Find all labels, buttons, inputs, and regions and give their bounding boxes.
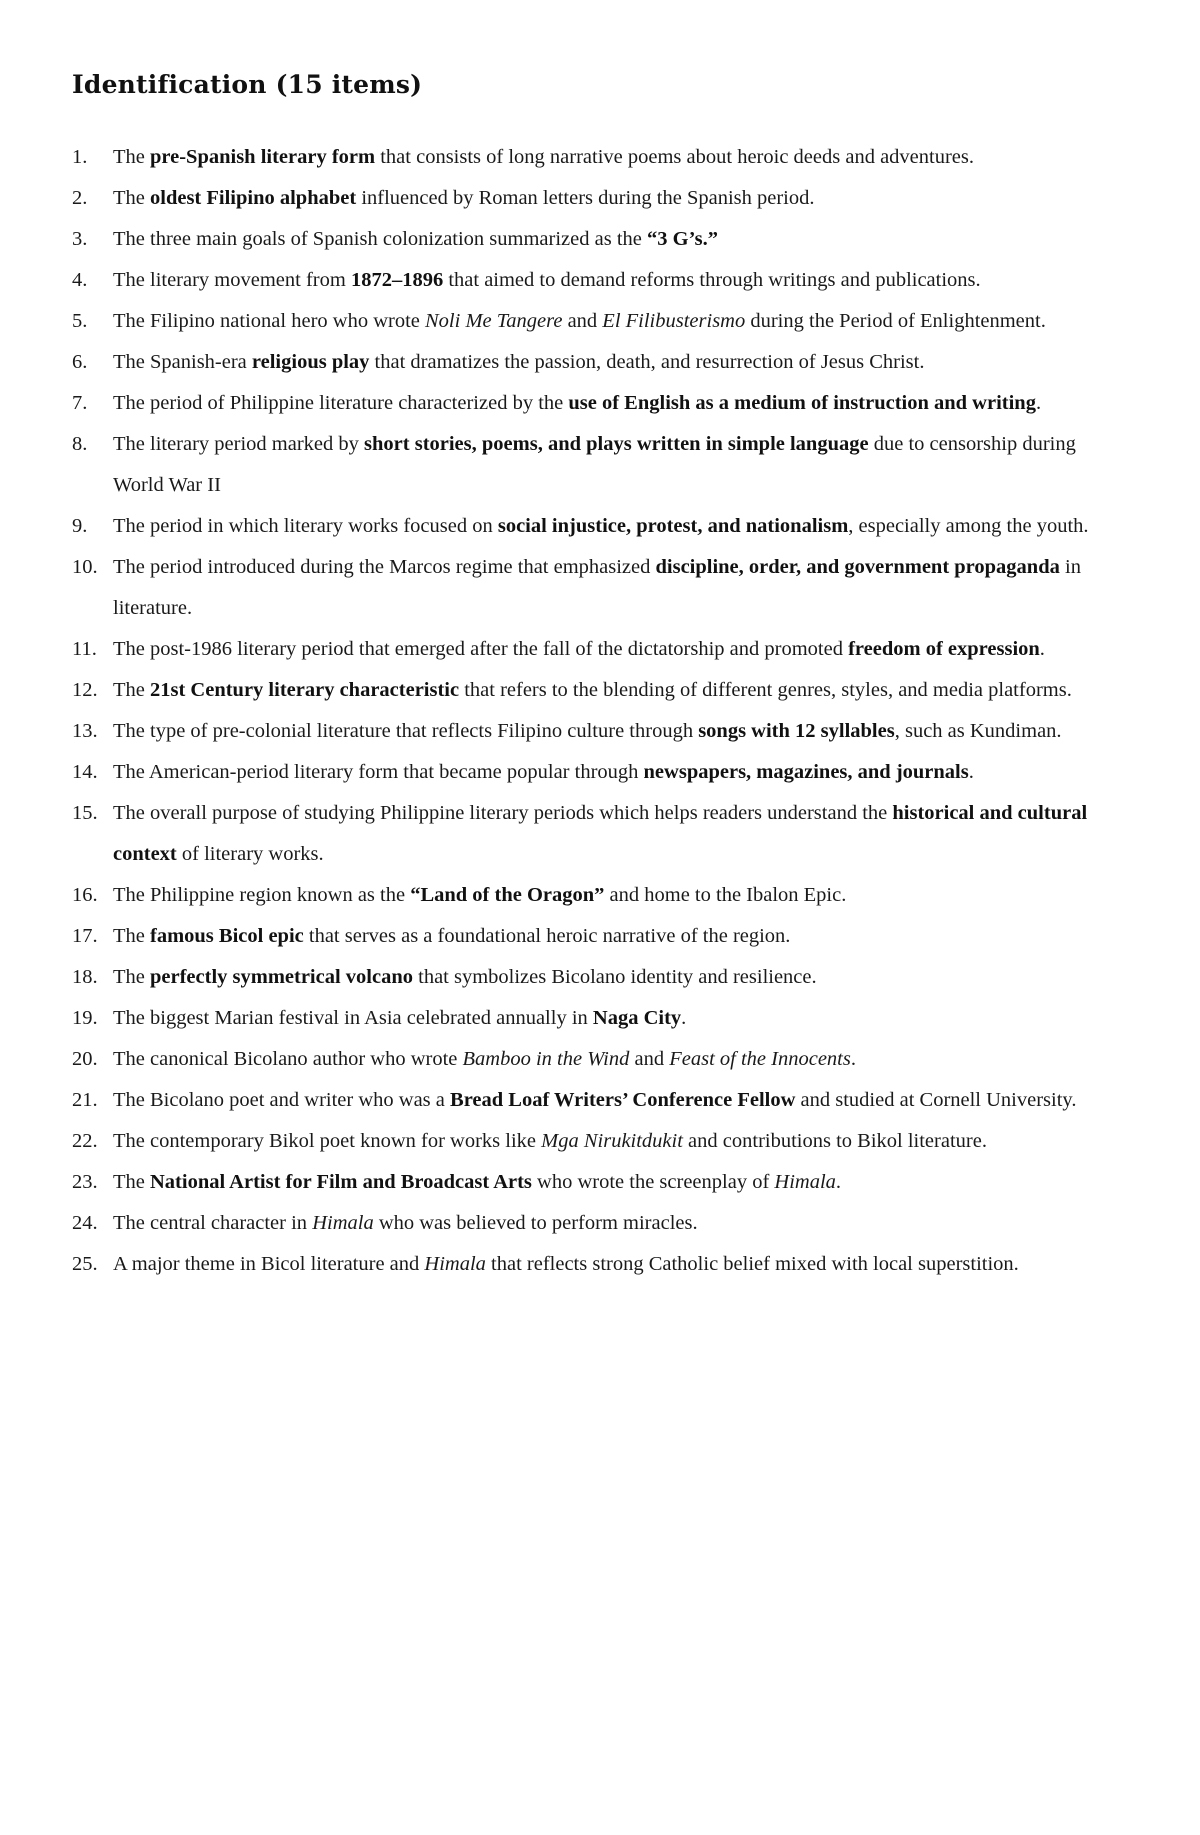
bold-term: 21st Century literary characteristic (150, 679, 460, 701)
item-text: that consists of long narrative poems about heroic deeds and adventures. (375, 146, 974, 168)
list-item (72, 670, 1120, 711)
item-text: . (1035, 392, 1042, 414)
italic-title: Mga Nirukitdukit (541, 1130, 683, 1152)
item-text: The period introduced during the Marcos regime that emphasized (113, 556, 656, 578)
list-item (72, 875, 1120, 916)
item-number: 2. (72, 187, 88, 209)
list-item (72, 383, 1120, 424)
item-text: , such as Kundiman. (894, 720, 1062, 742)
list-item (72, 752, 1120, 793)
item-number: 16. (72, 884, 98, 906)
item-text: . (681, 1007, 687, 1029)
item-text: The Spanish-era (113, 351, 252, 373)
item-number: 14. (72, 761, 98, 783)
item-text: The literary period marked by (113, 433, 365, 455)
item-number: 11. (72, 638, 97, 660)
bold-term: famous Bicol epic (150, 925, 304, 947)
bold-term: Naga City (592, 1007, 682, 1029)
item-text: of literary works. (176, 843, 324, 865)
item-text: The literary movement from (113, 269, 351, 291)
item-text: The (113, 925, 150, 947)
item-text: that symbolizes Bicolano identity and resilience. (413, 966, 817, 988)
item-text: The Filipino national hero who wrote (113, 310, 425, 332)
item-text: . (850, 1048, 856, 1070)
list-item (72, 1203, 1120, 1244)
item-number: 10. (72, 556, 98, 578)
item-text: A major theme in Bicol literature and (113, 1253, 425, 1275)
list-item (72, 916, 1120, 957)
list-item (72, 629, 1120, 670)
item-text: and contributions to Bikol literature. (682, 1130, 987, 1152)
bold-term: songs with 12 syllables (698, 720, 895, 742)
item-number: 4. (72, 269, 88, 291)
bold-term: National Artist for Film and Broadcast Arts (150, 1171, 532, 1193)
question-list (72, 137, 1120, 1285)
page-title: Identification (15 items) (72, 70, 423, 99)
item-number: 24. (72, 1212, 98, 1234)
item-number: 6. (72, 351, 88, 373)
item-number: 18. (72, 966, 98, 988)
item-text: that refers to the blending of different genres, styles, and media platforms. (459, 679, 1072, 701)
item-text: . (1039, 638, 1045, 660)
list-item (72, 1121, 1120, 1162)
item-number: 13. (72, 720, 98, 742)
item-text: The (113, 679, 150, 701)
item-text: The Philippine region known as the (113, 884, 411, 906)
list-item (72, 793, 1120, 875)
italic-title: Himala (312, 1212, 374, 1234)
item-text: . (968, 761, 974, 783)
item-text: The contemporary Bikol poet known for works like (113, 1130, 542, 1152)
list-item (72, 998, 1120, 1039)
list-item (72, 219, 1120, 260)
item-text: The (113, 146, 150, 168)
bold-term: 1872–1896 (350, 269, 444, 291)
item-text: The type of pre-colonial literature that reflects Filipino culture through (113, 720, 699, 742)
italic-title: Noli Me Tangere (425, 310, 563, 332)
item-number: 5. (72, 310, 88, 332)
item-number: 12. (72, 679, 98, 701)
item-text: The canonical Bicolano author who wrote (113, 1048, 463, 1070)
bold-term: discipline, order, and government propaganda (655, 556, 1060, 578)
item-text: and studied at Cornell University. (795, 1089, 1077, 1111)
item-text: who wrote the screenplay of (531, 1171, 775, 1193)
bold-term: religious play (251, 351, 370, 373)
item-text: that dramatizes the passion, death, and resurrection of Jesus Christ. (369, 351, 925, 373)
item-number: 7. (72, 392, 88, 414)
bold-term: freedom of expression (848, 638, 1040, 660)
bold-term: Bread Loaf Writers’ Conference Fellow (450, 1089, 796, 1111)
bold-term: pre-Spanish literary form (150, 146, 376, 168)
italic-title: Himala (774, 1171, 836, 1193)
list-item (72, 342, 1120, 383)
list-item (72, 301, 1120, 342)
list-item (72, 260, 1120, 301)
list-item (72, 1244, 1120, 1285)
item-number: 19. (72, 1007, 98, 1029)
item-text: that aimed to demand reforms through writings and publications. (443, 269, 981, 291)
bold-term: short stories, poems, and plays written in simple language (364, 433, 869, 455)
item-text: The post-1986 literary period that emerged after the fall of the dictatorship and promoted (113, 638, 849, 660)
item-number: 9. (72, 515, 88, 537)
item-text: . (835, 1171, 842, 1193)
list-item (72, 1080, 1120, 1121)
item-text: The (113, 966, 150, 988)
bold-term: social injustice, protest, and nationalism (497, 515, 849, 537)
italic-title: Bamboo in the Wind (462, 1048, 630, 1070)
item-number: 3. (72, 228, 88, 250)
item-text: The Bicolano poet and writer who was a (113, 1089, 451, 1111)
item-text: The (113, 187, 150, 209)
list-item (72, 178, 1120, 219)
item-number: 22. (72, 1130, 98, 1152)
list-item (72, 1039, 1120, 1080)
item-text: during the Period of Enlightenment. (745, 310, 1046, 332)
item-text: influenced by Roman letters during the Spanish period. (356, 187, 815, 209)
item-text: The (113, 1171, 150, 1193)
italic-title: Himala (424, 1253, 486, 1275)
item-text: and home to the Ibalon Epic. (604, 884, 847, 906)
item-number: 21. (72, 1089, 98, 1111)
item-number: 15. (72, 802, 98, 824)
item-text: , especially among the youth. (848, 515, 1089, 537)
italic-title: El Filibusterismo (602, 310, 746, 332)
item-text: and (562, 310, 603, 332)
item-number: 23. (72, 1171, 98, 1193)
item-number: 25. (72, 1253, 98, 1275)
item-text: The three main goals of Spanish colonization summarized as the (113, 228, 647, 250)
list-item (72, 1162, 1120, 1203)
item-text: due to censorship during World War II (113, 433, 1076, 496)
list-item (72, 547, 1120, 629)
item-text: The period in which literary works focused on (113, 515, 498, 537)
item-number: 1. (72, 146, 88, 168)
list-item (72, 711, 1120, 752)
bold-term: newspapers, magazines, and journals (643, 761, 969, 783)
list-item (72, 424, 1120, 506)
bold-term: “Land of the Oragon” (410, 884, 605, 906)
italic-title: Feast of the Innocents (669, 1048, 851, 1070)
item-text: that reflects strong Catholic belief mixed with local superstition. (485, 1253, 1019, 1275)
item-text: The biggest Marian festival in Asia celebrated annually in (113, 1007, 593, 1029)
bold-term: historical and cultural context (113, 802, 1088, 865)
item-text: The period of Philippine literature characterized by the (113, 392, 569, 414)
bold-term: perfectly symmetrical volcano (150, 966, 413, 988)
item-text: who was believed to perform miracles. (373, 1212, 698, 1234)
item-number: 17. (72, 925, 98, 947)
bold-term: use of English as a medium of instruction and writing (568, 392, 1036, 414)
bold-term: oldest Filipino alphabet (150, 187, 357, 209)
item-text: The American-period literary form that became popular through (113, 761, 644, 783)
list-item (72, 957, 1120, 998)
item-text: in literature. (113, 556, 1081, 619)
list-item (72, 137, 1120, 178)
bold-term: “3 G’s.” (647, 228, 718, 250)
item-number: 8. (72, 433, 88, 455)
item-number: 20. (72, 1048, 98, 1070)
item-text: and (629, 1048, 670, 1070)
item-text: that serves as a foundational heroic narrative of the region. (303, 925, 791, 947)
item-text: The overall purpose of studying Philippine literary periods which helps readers understand the (113, 802, 893, 824)
list-item (72, 506, 1120, 547)
item-text: The central character in (113, 1212, 313, 1234)
